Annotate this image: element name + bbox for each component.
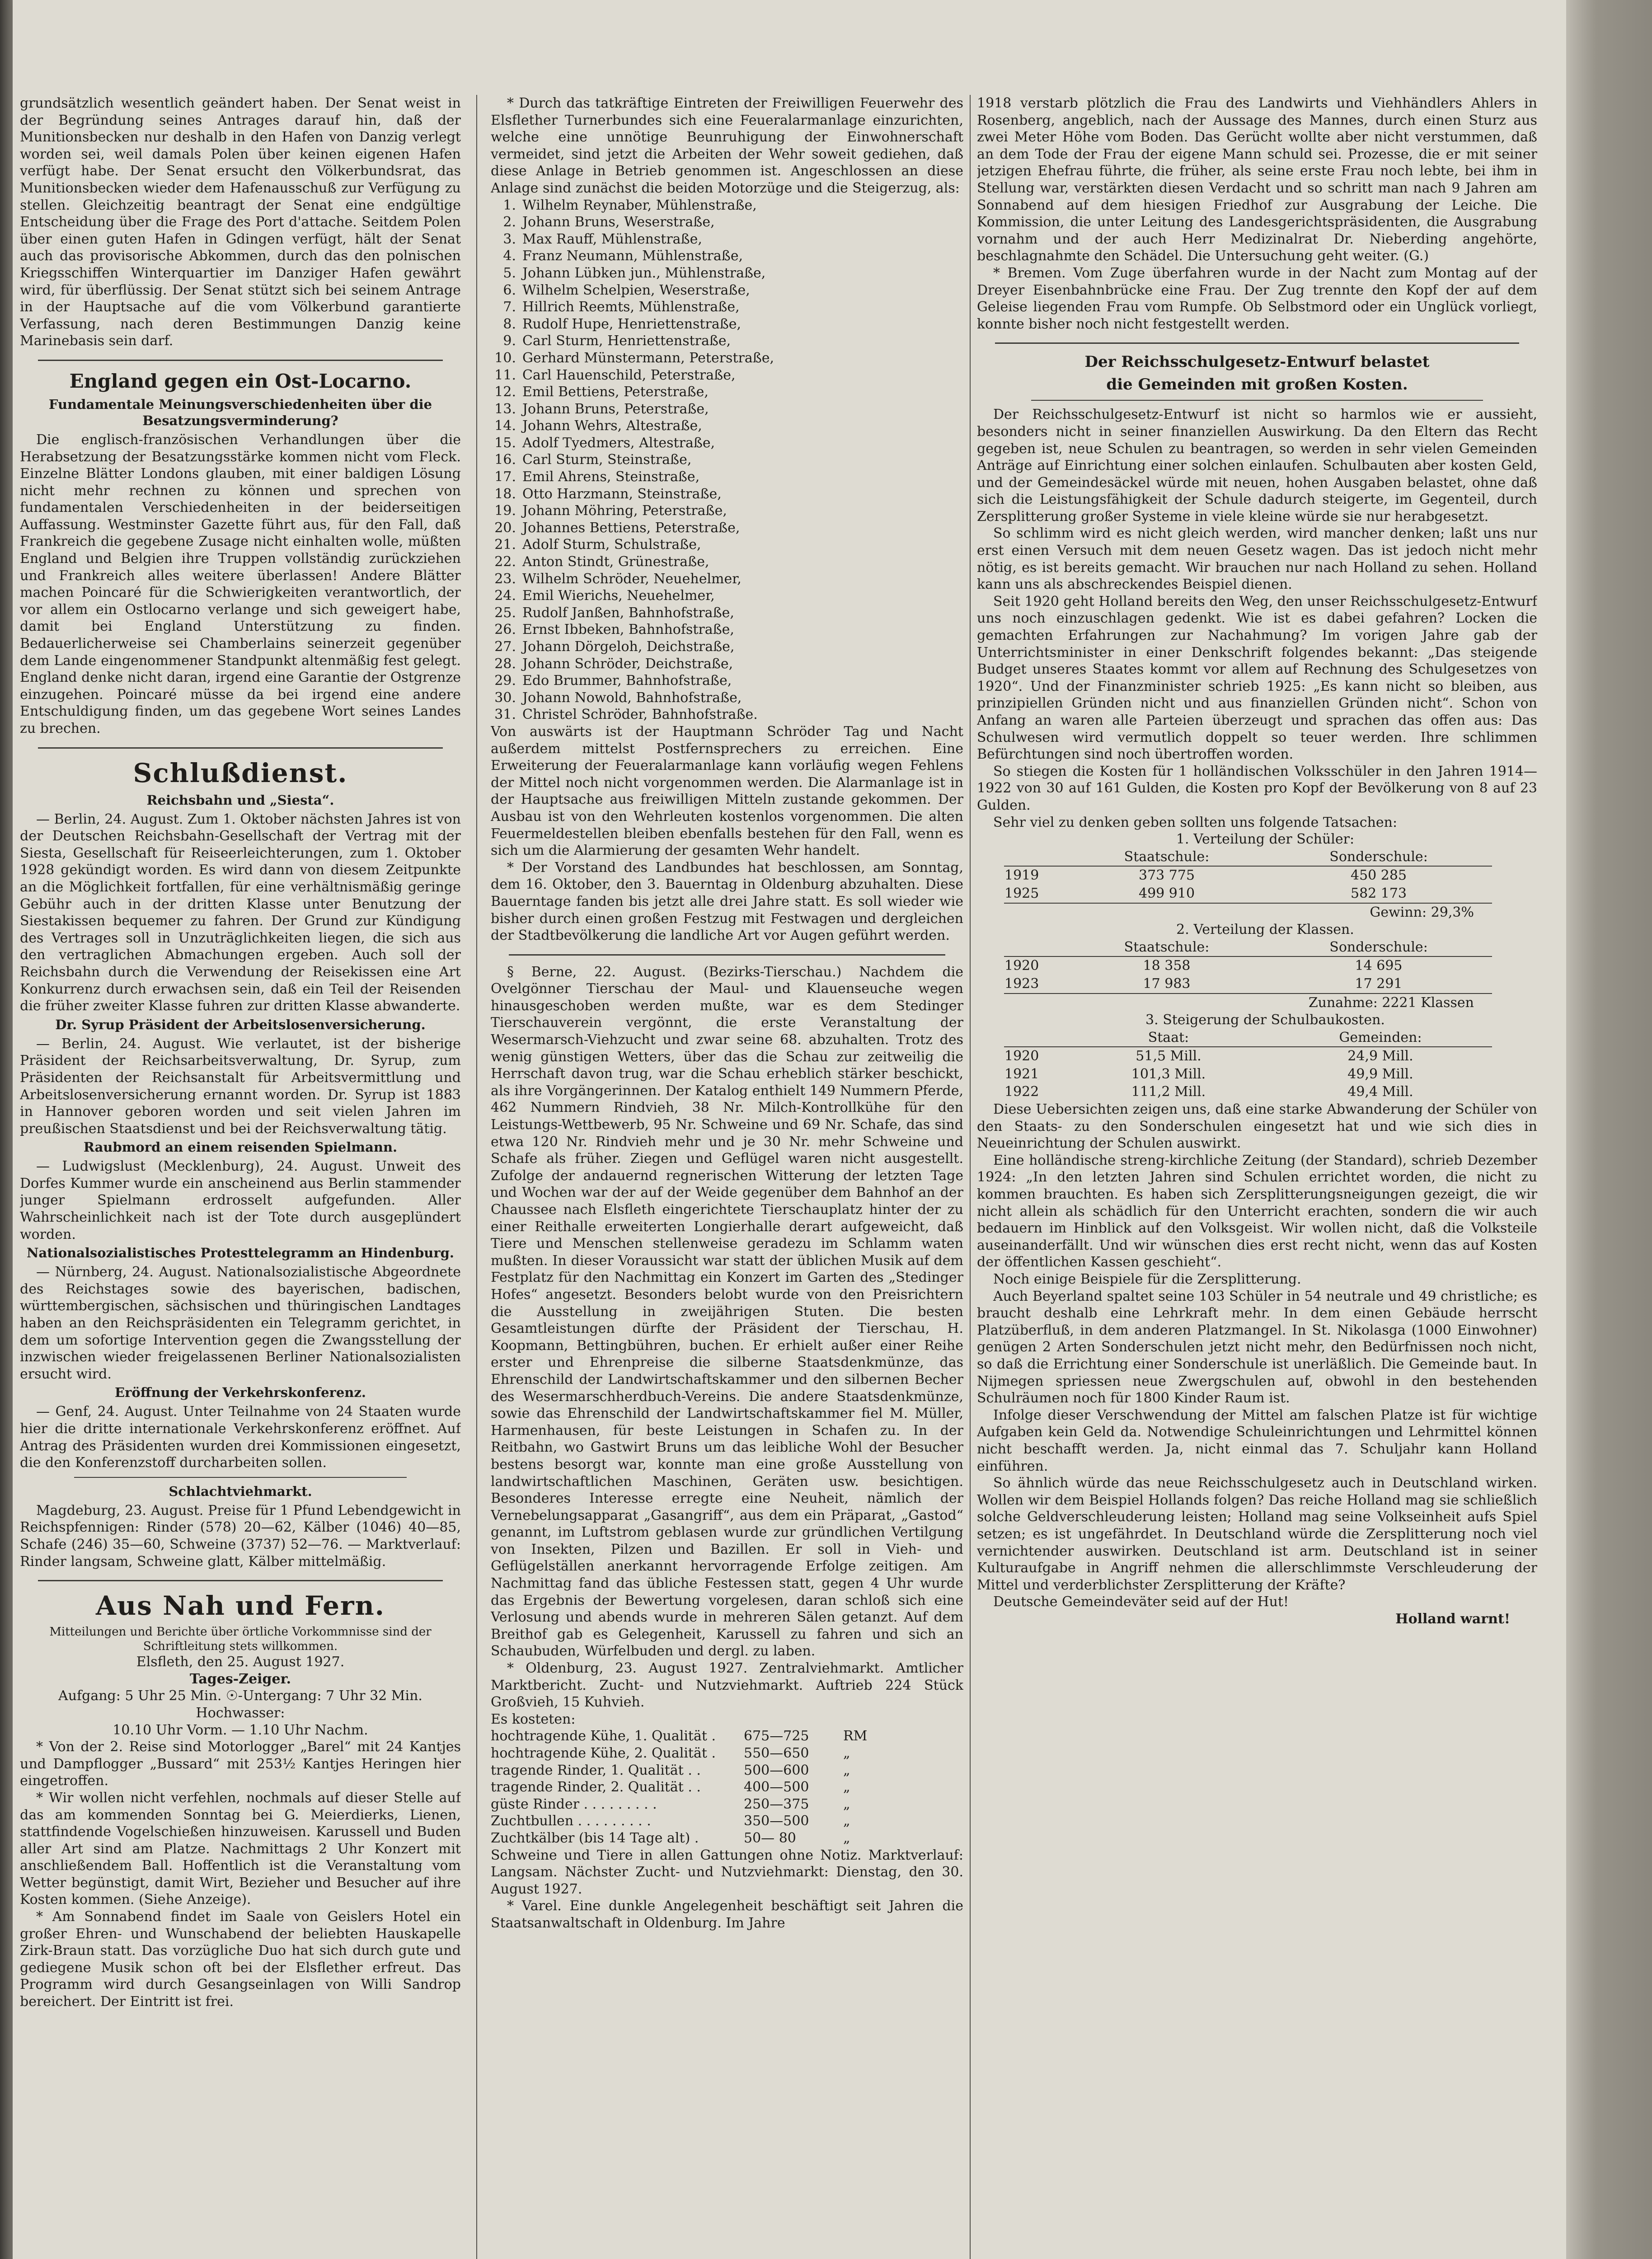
- list-item: [491, 587, 963, 605]
- list-item-number: 28.: [494, 656, 516, 672]
- list-item-label: Johann Nowold, Bahnhofstraße,: [522, 689, 742, 706]
- price-unit: „: [843, 1745, 850, 1761]
- list-item-label: Christel Schröder, Bahnhofstraße.: [522, 707, 758, 723]
- list-item-number: 23.: [494, 571, 516, 587]
- list-item-number: 24.: [494, 588, 516, 604]
- article-paragraph: Noch einige Beispiele für die Zersplitterung.: [993, 1271, 1301, 1287]
- article-paragraph: Eine holländische streng-kirchliche Zeitung (der Standard), schrieb Dezember 1924: „In den letzten Jahren sind Schulen errichtet worden, die nicht zu kommen brauchten. Es haben sich Zersplitterungsneigungen gezeigt, die wir nicht allein als schädlich für den Unterricht erachten, sondern die wir auch bedauern im Hinblick auf den Volksgeist. Wir wollen nicht, daß die Volksteile auseinanderfällt. Und wir wünschen dies erst recht nicht, wenn das auf Kosten der öffentlichen Kassen geschieht“.: [977, 1152, 1537, 1270]
- list-item-number: 10.: [494, 350, 516, 366]
- reichsschulgesetz-headline-1: Der Reichsschulgesetz-Entwurf belastet: [1084, 353, 1430, 371]
- list-item-number: 25.: [494, 605, 516, 621]
- scan-edge-right: [1566, 0, 1652, 2259]
- schlachtviehmarkt-heading: Schlachtviehmarkt.: [169, 1483, 312, 1499]
- price-list: [491, 1728, 963, 1847]
- bremen-article: * Bremen. Vom Zuge überfahren wurde in der Nacht zum Montag auf der Dreyer Eisenbahnbrücke eine Frau. Der Zug trennte den Kopf der auf dem Geleise liegenden Frau vom Rumpfe. Ob Selbstmord oder ein Unglück vorliegt, konnte bisher noch nicht festgestellt werden.: [977, 265, 1537, 332]
- price-unit: „: [843, 1830, 850, 1846]
- list-item-number: 16.: [494, 452, 516, 468]
- list-item-number: 18.: [494, 486, 516, 502]
- article-paragraph: So schlimm wird es nicht gleich werden, wird mancher denken; laßt uns nur erst einen Versuch mit dem neuen Gesetz wagen. Das ist jedoch nicht mehr nötig, es ist bereits gemacht. Wir brauchen nur nach Holland zu sehen. Holland kann uns als abschreckendes Beispiel dienen.: [977, 525, 1537, 593]
- list-item: [491, 451, 963, 469]
- list-item-number: 9.: [503, 333, 516, 349]
- list-item-label: Johann Bruns, Weserstraße,: [522, 214, 715, 230]
- stats-header: Staatschule:: [1068, 848, 1265, 867]
- list-item-number: 2.: [503, 214, 516, 230]
- price-value: 675—725: [744, 1728, 809, 1744]
- list-item-label: Carl Sturm, Henriettenstraße,: [522, 333, 731, 349]
- list-item-label: Johann Möhring, Peterstraße,: [522, 503, 727, 519]
- list-item-label: Gerhard Münstermann, Peterstraße,: [522, 350, 774, 366]
- list-item: [491, 689, 963, 707]
- price-unit: RM: [843, 1728, 868, 1744]
- table-row: 1920 18 358 14 695: [1004, 958, 1403, 974]
- reichsschulgesetz-headline-2: die Gemeinden mit großen Kosten.: [1106, 375, 1408, 394]
- list-item-number: 8.: [503, 316, 516, 332]
- list-item-label: Edo Brummer, Bahnhofstraße,: [522, 673, 732, 689]
- stats-header: [1004, 938, 1068, 957]
- price-label: hochtragende Kühe, 2. Qualität .: [491, 1745, 716, 1761]
- price-unit: „: [843, 1779, 850, 1795]
- list-item-label: Johann Wehrs, Altestraße,: [522, 418, 702, 434]
- list-item-label: Johann Schröder, Deichstraße,: [522, 656, 733, 672]
- hochwasser-times: 10.10 Uhr Vorm. — 1.10 Uhr Nachm.: [113, 1722, 368, 1738]
- stats-table-2-title: 2. Verteilung der Klassen.: [1176, 922, 1354, 938]
- price-value: 500—600: [744, 1762, 809, 1778]
- article-paragraph: Auch Beyerland spaltet seine 103 Schüler in 54 neutrale und 49 christliche; es braucht deshalb eine Lehrkraft mehr. In dem einen Gebäude herrscht Platzüberfluß, in dem anderen Platzmangel. In St. Nikolasga (1000 Einwohner) genügen 2 Arten Sonderschulen jetzt nicht mehr, den Bedürfnissen noch nicht, so daß die Errichtung einer Sonderschule ist unerläßlich. Die Gemeinde baut. In Nijmegen spriessen neue Zwergschulen auf, obwohl in den bestehenden Schulräumen noch für 1800 Kinder Raum ist.: [977, 1288, 1537, 1406]
- stats-header: Sonderschule:: [1265, 938, 1492, 957]
- list-item: [491, 638, 963, 656]
- list-item-number: 11.: [494, 367, 516, 383]
- list-item: [491, 605, 963, 622]
- list-item-label: Adolf Sturm, Schulstraße,: [522, 537, 701, 553]
- table-summary-row: Gewinn: 29,3%: [1004, 903, 1492, 922]
- list-item: [491, 621, 963, 638]
- price-unit: „: [843, 1813, 850, 1829]
- table-row: 1919 373 775 450 285: [1004, 867, 1407, 884]
- list-item-label: Johann Dörgeloh, Deichstraße,: [522, 639, 735, 655]
- separator: [38, 360, 443, 361]
- news-item-text: — Berlin, 24. August. Zum 1. Oktober nächsten Jahres ist von der Deutschen Reichsbahn-Gesellschaft der Vertrag mit der Siesta, Gesellschaft für Reiseerleichterungen, zum 1. Oktober 1928 gekündigt worden. Es wird dann von diesem Zeitpunkte an die Möglichkeit fortfallen, für eine verhältnismäßig geringe Gebühr auch in der dritten Klasse unter Benutzung der Siestakissen bequemer zu fahren. Der Grund zur Kündigung des Vertrages soll in Unzuträglichkeiten liegen, die sich aus den vertraglichen Abmachungen ergeben. Auch soll der Reichsbahn durch die Verwendung der Reisekissen eine Art Konkurrenz durch erwachsen sein, daß ein Teil der Reisenden die früher zweiter Klasse fuhren zur dritten Klasse abwanderte.: [20, 811, 461, 1014]
- list-item: [491, 265, 963, 282]
- feueralarm-continued: Von auswärts ist der Hauptmann Schröder Tag und Nacht außerdem mittelst Postfernsprechers zu erreichen. Eine Erweiterung der Feueralarmanlage kann vorläufig wegen Fehlens der Mittel noch nicht vorgenommen werden. Die Alarmanlage ist in der Hauptsache aus freiwilligen Mitteln zustande gekommen. Der Ausbau ist von den Wehrleuten kostenlos vorgenommen. Die alten Feuermeldestellen bleiben ebenfalls bestehen für den Fall, wenn es sich um die Alarmierung der gesamten Wehr handelt.: [491, 723, 963, 859]
- list-item-label: Rudolf Hupe, Henriettenstraße,: [522, 316, 742, 332]
- feuerwehr-member-list: [491, 197, 963, 723]
- stats-table-1-title: 1. Verteilung der Schüler:: [1176, 831, 1355, 848]
- local-news: * Am Sonnabend findet im Saale von Geislers Hotel ein großer Ehren- und Wunschabend der beliebten Hauskapelle Zirk-Braun statt. Das vorzügliche Duo hat sich durch gute und gediegene Musik schon oft bei der Elsflether erfreut. Das Programm wird durch Gesangseinlagen von Willi Sandrop bereichert. Der Eintritt ist frei.: [20, 1909, 461, 2010]
- price-label: Zuchtkälber (bis 14 Tage alt) .: [491, 1830, 699, 1846]
- england-body: Die englisch-französischen Verhandlungen über die Herabsetzung der Besatzungsstärke kommen nicht vom Fleck. Einzelne Blätter Londons glauben, mit einer baldigen Lösung nicht mehr rechnen zu können und sprechen von fundamentalen Verschiedenheiten in der beiderseitigen Auffassung. Westminster Gazette führt aus, für den Fall, daß Frankreich die gegebene Zusage nicht einhalten wolle, müßten England und Belgien ihre Truppen vollständig zurückziehen und Frankreich alles weitere überlassen! Andere Blätter machen Poincaré für die Schwierigkeiten verantwortlich, der vor allem ein Ostlocarno verlange und sich geweigert habe, damit bei England Unterstützung zu finden. Bedauerlicherweise sei Chamberlains seinerzeit gegenüber dem Lande eingenommener Standpunkt altenmäßig fest gelegt. England denke nicht daran, irgend eine Garantie der Ostgrenze einzugehen. Poincaré müsse da bei irgend eine andere Entschuldigung finden, um das gegebene Wort seines Landes zu brechen.: [20, 431, 461, 736]
- list-item: [491, 672, 963, 689]
- price-row: [491, 1728, 963, 1745]
- separator: [509, 954, 945, 956]
- list-item: [491, 248, 963, 265]
- list-item: [491, 469, 963, 486]
- price-row: [491, 1813, 963, 1830]
- list-item: [491, 197, 963, 214]
- schlachtviehmarkt-text: Magdeburg, 23. August. Preise für 1 Pfund Lebendgewicht in Reichspfennigen: Rinder (578) 20—62, Kälber (1046) 40—85, Schafe (246) 35—60, Schweine (3737) 52—76. — Marktverlauf: Rinder langsam, Schweine glatt, Kälber mittelmäßig.: [20, 1502, 461, 1570]
- stats-header: [1004, 848, 1068, 867]
- price-label: Zuchtbullen . . . . . . . . .: [491, 1813, 651, 1829]
- list-item-label: Johann Bruns, Peterstraße,: [522, 401, 709, 417]
- price-value: 350—500: [744, 1813, 809, 1829]
- oldenburg-market-article: * Oldenburg, 23. August 1927. Zentralviehmarkt. Amtlicher Marktbericht. Zucht- und Nutzviehmarkt. Auftrieb 224 Stück Großvieh, 15 Kuhvieh.: [491, 1660, 963, 1711]
- list-item: [491, 316, 963, 333]
- editorial-note: Mitteilungen und Berichte über örtliche Vorkommnisse sind der Schriftleitung stets willkommen.: [49, 1625, 432, 1654]
- feueralarm-article: * Durch das tatkräftige Eintreten der Freiwilligen Feuerwehr des Elsflether Turnerbundes sich eine Feueralarmanlage einzurichten, welche eine unnötige Beunruhigung der Einwohnerschaft vermeidet, sind jetzt die Arbeiten der Wehr soweit gediehen, daß diese Anlage in Betrieb genommen ist. Angeschlossen an diese Anlage sind zunächst die beiden Motorzüge und die Steigerzug, als:: [491, 95, 963, 196]
- varel-article-continued: 1918 verstarb plötzlich die Frau des Landwirts und Viehhändlers Ahlers in Rosenberg, angeblich, nach der Aussage des Mannes, durch einen Sturz aus zwei Meter Höhe vom Boden. Das Gerücht wollte aber nicht verstummen, daß an dem Tode der Frau der eigene Mann schuld sei. Prozesse, die er mit seiner jetzigen Ehefrau führte, die früher, als seine erste Frau noch lebte, bei ihm in Stellung war, verstärkten diesen Verdacht und so schritt man nach 9 Jahren am Sonnabend auf dem hiesigen Friedhof zur Ausgrabung der Leiche. Die Kommission, die unter Leitung des Landesgerichtspräsidenten, die Ausgrabung vornahm und der auch Herr Medizinalrat Dr. Nieberding angehörte, beschlagnahmte den Schädel. Die Untersuchung geht weiter. (G.): [977, 95, 1537, 264]
- list-item-number: 21.: [494, 537, 516, 553]
- news-item-text: — Ludwigslust (Mecklenburg), 24. August. Unweit des Dorfes Kummer wurde ein anscheinend aus Berlin stammender junger Spielmann erdrosselt aufgefunden. Aller Wahrscheinlichkeit nach ist der Tote durch ausgeplündert worden.: [20, 1158, 461, 1242]
- danzig-article: grundsätzlich wesentlich geändert haben. Der Senat weist in der Begründung seines Antrages darauf hin, daß der Munitionsbecken nur deshalb in den Hafen von Danzig verlegt worden sei, weil damals Polen über keinen eigenen Hafen verfügt habe. Der Senat ersucht den Völkerbundsrat, das Munitionsbecken wieder dem Hafenausschuß zur Verfügung zu stellen. Gleichzeitig beantragt der Senat eine endgültige Entscheidung über die Frage des Port d'attache. Seitdem Polen über einen guten Hafen in Gdingen verfügt, hält der Senat auch das provisorische Abkommen, durch das den polnischen Kriegsschiffen Winterquartier im Danziger Hafen gewährt wird, für überflüssig. Der Senat stützt sich bei seinem Antrage in der Hauptsache auf die vom Völkerbund garantierte Verfassung, nach deren Bestimmungen Danzig keine Marinebasis sein darf.: [20, 95, 461, 349]
- market-report-rest: Schweine und Tiere in allen Gattungen ohne Notiz. Marktverlauf: Langsam. Nächster Zucht- und Nutzviehmarkt: Dienstag, den 30. August 1927.: [491, 1847, 963, 1897]
- list-item: [491, 536, 963, 553]
- price-label: tragende Rinder, 1. Qualität . .: [491, 1762, 701, 1778]
- list-item-label: Carl Hauenschild, Peterstraße,: [522, 367, 736, 383]
- bauerntag-article: * Der Vorstand des Landbundes hat beschlossen, am Sonntag, dem 16. Oktober, den 3. Bauerntag in Oldenburg abzuhalten. Diese Bauerntage fanden bis jetzt alle drei Jahre statt. Es soll wieder wie bisher durch einen großen Festzug mit Festwagen und dergleichen der Stadtbevölkerung die landliche Art vor Augen geführt werden.: [491, 859, 963, 944]
- list-item: [491, 299, 963, 316]
- list-item-label: Emil Bettiens, Peterstraße,: [522, 384, 709, 400]
- news-item-heading: Raubmord an einem reisenden Spielmann.: [83, 1139, 398, 1155]
- list-item: [491, 502, 963, 520]
- news-item-heading: Eröffnung der Verkehrskonferenz.: [115, 1385, 366, 1401]
- table-row: 1922 111,2 Mill. 49,4 Mill.: [1004, 1084, 1413, 1100]
- list-item-label: Hillrich Reemts, Mühlenstraße,: [522, 299, 740, 315]
- list-item: [491, 553, 963, 571]
- column-1: [20, 95, 461, 2259]
- list-item-number: 15.: [494, 435, 516, 451]
- list-item-number: 7.: [503, 299, 516, 315]
- varel-article: * Varel. Eine dunkle Angelegenheit beschäftigt seit Jahren die Staatsanwaltschaft in Oldenburg. Im Jahre: [491, 1898, 963, 1931]
- stats-table-3-title: 3. Steigerung der Schulbaukosten.: [1145, 1012, 1385, 1028]
- list-item: [491, 367, 963, 384]
- stats-header: Gemeinden:: [1269, 1029, 1492, 1047]
- table-row: 1925 499 910 582 173: [1004, 885, 1407, 901]
- list-item-label: Emil Ahrens, Steinstraße,: [522, 469, 700, 485]
- stats-header: Sonderschule:: [1265, 848, 1492, 867]
- list-item-number: 29.: [494, 673, 516, 689]
- list-item-label: Johannes Bettiens, Peterstraße,: [522, 520, 740, 536]
- news-item-text: — Genf, 24. August. Unter Teilnahme von 24 Staaten wurde hier die dritte internationale Verkehrskonferenz eröffnet. Auf Antrag des Präsidenten wurden drei Kommissionen eingesetzt, die den Konferenzstoff durcharbeiten sollen.: [20, 1404, 461, 1471]
- list-item: [491, 706, 963, 723]
- list-item: [491, 282, 963, 299]
- stats-header: [1004, 1029, 1068, 1047]
- article-paragraph: Der Reichsschulgesetz-Entwurf ist nicht so harmlos wie er aussieht, besonders nicht in seiner finanziellen Auswirkung. Da den Eltern das Recht gegeben ist, neue Schulen zu beantragen, so werden in sehr vielen Gemeinden Anträge auf Einrichtung einer solchen einlaufen. Schulbauten aber kosten Geld, und der Gemeindesäckel würde mit neuen, hohen Ausgaben belastet, ohne daß sich die Leistungsfähigkeit der Schule dadurch steigerte, im Gegenteil, durch Zersplitterung großer Systeme in viele kleine würde sie nur herabgesetzt.: [977, 407, 1537, 525]
- list-item: [491, 486, 963, 503]
- column-rule-1: [476, 95, 477, 2259]
- price-label: güste Rinder . . . . . . . . .: [491, 1796, 657, 1812]
- price-value: 400—500: [744, 1779, 809, 1795]
- stats-header: Staatschule:: [1068, 938, 1265, 957]
- article-paragraph: Diese Uebersichten zeigen uns, daß eine starke Abwanderung der Schüler von den Staats- zu den Sonderschulen eingesetzt hat und wie sich dies in Neueinrichtung der Schulen auswirkt.: [977, 1101, 1537, 1152]
- list-item-number: 1.: [503, 197, 516, 213]
- aus-nah-und-fern-headline: Aus Nah und Fern.: [96, 1590, 385, 1622]
- list-item-number: 27.: [494, 639, 516, 655]
- article-paragraph: So ähnlich würde das neue Reichsschulgesetz auch in Deutschland wirken. Wollen wir dem Beispiel Hollands folgen? Das reiche Holland mag sie schließlich solche Geldverschleuderung leisten; Holland mag seine Volkseinheit aufs Spiel setzen; es ist ungefährdet. In Deutschland würde die Zersplitterung noch viel vernichtender auswirken. Deutschland ist arm. Deutschland ist in seiner Kulturaufgabe in Angriff nehmen die allerschlimmste Verschleuderung der Mittel und verderblichster Zersplitterung der Kräfte?: [977, 1475, 1537, 1593]
- news-item-heading: Dr. Syrup Präsident der Arbeitslosenversicherung.: [55, 1017, 426, 1032]
- separator: [1031, 400, 1483, 401]
- article-paragraph: Deutsche Gemeindeväter seid auf der Hut!: [993, 1594, 1289, 1610]
- article-paragraph: Sehr viel zu denken geben sollten uns folgende Tatsachen:: [993, 814, 1398, 830]
- price-row: [491, 1830, 963, 1847]
- sun-times: Aufgang: 5 Uhr 25 Min. ☉-Untergang: 7 Uhr 32 Min.: [58, 1688, 422, 1704]
- table-row: 1921 101,3 Mill. 49,9 Mill.: [1004, 1066, 1413, 1082]
- list-item-label: Anton Stindt, Grünestraße,: [522, 554, 709, 570]
- list-item-number: 3.: [503, 231, 516, 247]
- article-closing: Holland warnt!: [1395, 1611, 1510, 1627]
- list-item-number: 26.: [494, 622, 516, 638]
- list-item: [491, 417, 963, 435]
- column-rule-2: [970, 95, 971, 2259]
- scan-edge-left: [0, 0, 14, 2259]
- berne-tierschau-article: § Berne, 22. August. (Bezirks-Tierschau.) Nachdem die Ovelgönner Tierschau der Maul- und Klauenseuche wegen hinausgeschoben werden mußte, war es dem Stedinger Tierschauverein vergönnt, die erste Veranstaltung der Wesermarsch-Viehzucht und zwar seine 68. abzuhalten. Trotz des wenig günstigen Wetters, über das die Schau zur zeitweilig die Herrschaft davon trug, war die Schau erheblich stärker beschickt, als ihre Vorgängerinnen. Der Katalog enthielt 149 Nummern Pferde, 462 Nummern Rindvieh, 38 Nr. Milch-Kontrollkühe für den Leistungs-Wettbewerb, 95 Nr. Schweine und 69 Nr. Schafe, das sind etwa 120 Nr. Rindvieh mehr und je 30 Nr. mehr Schweine und Schafe als früher. Ziegen und Geflügel waren nicht ausgestellt. Zufolge der andauernd regnerischen Witterung der letzten Tage und Wochen war der auf der Weide gegenüber dem Bahnhof an der Chaussee nach Elsfleth eingerichtete Tierschauplatz hinter der zu einer Reithalle erweiterten Longierhalle derart aufgeweicht, daß Tiere und Menschen stellenweise geradezu im Schlamm waten mußten. In dieser Voraussicht war statt der üblichen Musik auf dem Festplatz für den Nachmittag ein Konzert im Garten des „Stedinger Hofes“ angesetzt. Besonders belobt wurde von den Preisrichtern die Ausstellung in zweijährigen Stuten. Die besten Gesamtleistungen dürfte der Präsident der Tierschau, H. Koopmann, Bettingbühren, buchen. Er erhielt außer einer Reihe erster und Ehrenpreise die silberne Staatsdenkmünze, das Ehrenschild der Landwirtschaftskammer und den silbernen Becher des Wesermarschherdbuch-Vereins. Die andere Staatsdenkmünze, sowie das Ehrenschild der Landwirtschaftskammer fiel M. Müller, Harmenhausen, für beste Leistungen in Schafen zu. In der Reitbahn, wo Gastwirt Bruns um das leibliche Wohl der Besucher bestens besorgt war, konnte man eine große Ausstellung von landwirtschaftlichen Maschinen, Geräten usw. besichtigen. Besonderes Interesse erregte eine Neuheit, nämlich der Vernebelungsapparat „Gasangriff“, aus dem ein Präparat, „Gastod“ genannt, im Luftstrom geblasen wurde zur gründlichen Vertilgung von Insekten, Pilzen und Bazillen. Er soll in Vieh- und Geflügelställen anerkannt hervorragende Erfolge zeitigen. Am Nachmittag fand das übliche Festessen statt, gegen 4 Uhr wurde das Ergebnis der Bewertung vorgelesen, daran schloß sich eine Verlosung und abends wurde in mehreren Sälen getanzt. Auf dem Breithof gab es Gelegenheit, Karussell zu fahren und sich an Schaubuden, Würfelbuden und dergl. zu laben.: [491, 964, 963, 1659]
- list-item-label: Otto Harzmann, Steinstraße,: [522, 486, 722, 502]
- list-item-number: 30.: [494, 689, 516, 706]
- list-item-number: 14.: [494, 418, 516, 434]
- list-item: [491, 520, 963, 537]
- article-paragraph: Infolge dieser Verschwendung der Mittel am falschen Platze ist für wichtige Aufgaben kein Geld da. Notwendige Schuleinrichtungen und Lehrmittel können nicht beschafft werden. Ja, nicht einmal das 7. Schuljahr kann Holland einführen.: [977, 1407, 1537, 1474]
- price-row: [491, 1745, 963, 1762]
- price-value: 250—375: [744, 1796, 809, 1812]
- list-item-number: 31.: [494, 707, 516, 723]
- column-3: [977, 95, 1537, 2259]
- schlussdienst-headline: Schlußdienst.: [133, 757, 348, 788]
- list-item-label: Wilhelm Schelpien, Weserstraße,: [522, 282, 750, 298]
- list-item: [491, 401, 963, 418]
- price-unit: „: [843, 1796, 850, 1812]
- article-paragraph: Seit 1920 geht Holland bereits den Weg, den unser Reichsschulgesetz-Entwurf uns noch einzuschlagen gedenkt. Wie ist es dabei gefahren? Locken die gemachten Erfahrungen zur Nachahmung? Im vorigen Jahre gab der Unterrichtsminister in einer Denkschrift folgendes bekannt: „Das steigende Budget unseres Staates kommt vor allem auf Rechnung des Schulgesetzes von 1920“. Und der Finanzminister schrieb 1925: „Es kann nicht so bleiben, aus prinzipiellen Gründen nicht und aus finanziellen Gründen nicht“. Schon von Anfang an waren alle Parteien überzeugt und sprachen das offen aus: Das Schulwesen wird vermutlich doppelt so teuer werden. Ihre schlimmen Befürchtungen sind noch übertroffen worden.: [977, 593, 1537, 763]
- stats-header: Staat:: [1068, 1029, 1269, 1047]
- separator: [38, 1580, 443, 1581]
- list-item: [491, 333, 963, 350]
- list-item-label: Johann Lübken jun., Mühlenstraße,: [522, 265, 766, 281]
- separator: [38, 747, 443, 749]
- list-item: [491, 435, 963, 452]
- separator: [995, 342, 1519, 344]
- list-item: [491, 384, 963, 401]
- price-list-heading: Es kosteten:: [491, 1711, 576, 1727]
- list-item-number: 13.: [494, 401, 516, 417]
- list-item-number: 17.: [494, 469, 516, 485]
- england-subheadline: Fundamentale Meinungsverschiedenheiten über die Besatzungsverminderung?: [48, 396, 432, 428]
- price-row: [491, 1779, 963, 1796]
- list-item-label: Ernst Ibbeken, Bahnhofstraße,: [522, 622, 734, 638]
- table-row: 1920 51,5 Mill. 24,9 Mill.: [1004, 1048, 1413, 1064]
- list-item-number: 6.: [503, 282, 516, 298]
- local-news: * Wir wollen nicht verfehlen, nochmals auf dieser Stelle auf das am kommenden Sonntag bei G. Meierdierks, Lienen, stattfindende Vogelschießen hinzuweisen. Karussell und Buden aller Art sind am Platze. Nachmittags 2 Uhr Konzert mit anschließendem Ball. Hoffentlich ist die Veranstaltung vom Wetter begünstigt, damit Wirt, Bezieher und Besucher auf ihre Kosten kommen. (Siehe Anzeige).: [20, 1790, 461, 1908]
- list-item: [491, 231, 963, 248]
- list-item-number: 5.: [503, 265, 516, 281]
- table-row: 1923 17 983 17 291: [1004, 975, 1403, 992]
- price-unit: „: [843, 1762, 850, 1778]
- list-item-number: 22.: [494, 554, 516, 570]
- dateline: Elsfleth, den 25. August 1927.: [136, 1654, 345, 1670]
- news-item-text: — Nürnberg, 24. August. Nationalsozialistische Abgeordnete des Reichstages sowie des bayerischen, badischen, württembergischen, sächsischen und thüringischen Landtages haben an den Reichspräsidenten ein Telegramm gerichtet, in dem um sofortige Intervention gegen die Zwangsstellung der inzwischen wieder freigelassenen Berliner Nationalsozialisten ersucht wird.: [20, 1264, 461, 1382]
- tages-zeiger-heading: Tages-Zeiger.: [189, 1671, 291, 1687]
- column-2: [491, 95, 963, 2259]
- price-label: tragende Rinder, 2. Qualität . .: [491, 1779, 701, 1795]
- list-item-label: Rudolf Janßen, Bahnhofstraße,: [522, 605, 734, 621]
- local-news: * Von der 2. Reise sind Motorlogger „Barel“ mit 24 Kantjes und Dampflogger „Bussard“ mit 253½ Kantjes Heringen hier eingetroffen.: [20, 1739, 461, 1789]
- hochwasser-heading: Hochwasser:: [196, 1705, 285, 1721]
- list-item-label: Wilhelm Reynaber, Mühlenstraße,: [522, 197, 757, 213]
- list-item-label: Carl Sturm, Steinstraße,: [522, 452, 692, 468]
- price-row: [491, 1762, 963, 1779]
- stats-table-3: [1004, 1029, 1492, 1101]
- england-headline: England gegen ein Ost-Locarno.: [69, 370, 412, 392]
- article-paragraph: So stiegen die Kosten für 1 holländischen Volksschüler in den Jahren 1914—1922 von 30 auf 161 Gulden, die Kosten pro Kopf der Bevölkerung von 8 auf 23 Gulden.: [977, 763, 1537, 813]
- list-item: [491, 571, 963, 588]
- list-item-label: Max Rauff, Mühlenstraße,: [522, 231, 702, 247]
- list-item: [491, 656, 963, 673]
- list-item-label: Adolf Tyedmers, Altestraße,: [522, 435, 715, 451]
- price-value: 550—650: [744, 1745, 809, 1761]
- list-item-number: 19.: [494, 503, 516, 519]
- list-item: [491, 214, 963, 231]
- list-item-number: 20.: [494, 520, 516, 536]
- stats-table-1: [1004, 848, 1492, 921]
- price-row: [491, 1796, 963, 1813]
- list-item-label: Emil Wierichs, Neuehelmer,: [522, 588, 715, 604]
- list-item-number: 12.: [494, 384, 516, 400]
- news-item-heading: Nationalsozialistisches Protesttelegramm an Hindenburg.: [26, 1245, 455, 1261]
- list-item-number: 4.: [503, 248, 516, 264]
- table-summary-row: Zunahme: 2221 Klassen: [1004, 994, 1492, 1012]
- price-value: 50— 80: [744, 1830, 796, 1846]
- list-item-label: Franz Neumann, Mühlenstraße,: [522, 248, 743, 264]
- stats-table-2: [1004, 938, 1492, 1012]
- news-item-text: — Berlin, 24. August. Wie verlautet, ist der bisherige Präsident der Reichsarbeitsverwaltung, Dr. Syrup, zum Präsidenten der Reichsanstalt für Arbeitsvermittlung und Arbeitslosenversicherung ernannt worden. Dr. Syrup ist 1883 in Hannover geboren worden und seit vielen Jahren im preußischen Staatsdienst und bei der Reichsverwaltung tätig.: [20, 1036, 461, 1137]
- news-item-heading: Reichsbahn und „Siesta“.: [146, 792, 334, 808]
- list-item: [491, 350, 963, 367]
- separator: [74, 1477, 407, 1478]
- price-label: hochtragende Kühe, 1. Qualität .: [491, 1728, 716, 1744]
- list-item-label: Wilhelm Schröder, Neuehelmer,: [522, 571, 742, 587]
